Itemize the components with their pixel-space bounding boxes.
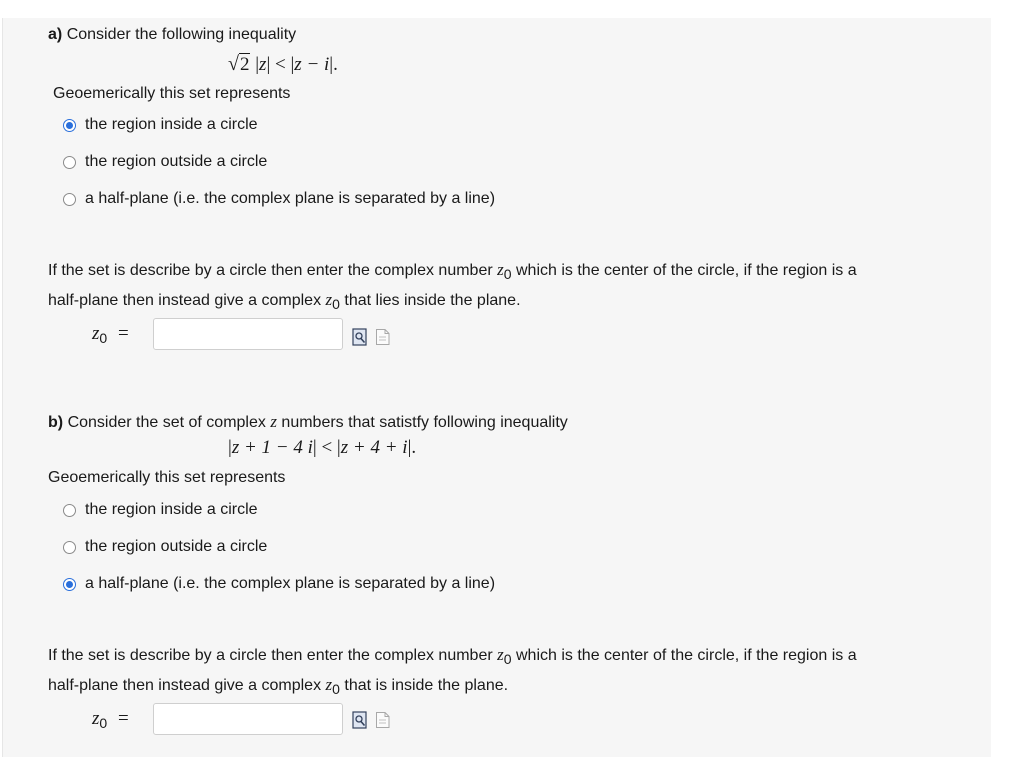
z-symbol: z [270,412,277,431]
z-symbol: z [497,645,504,664]
radio-button[interactable] [63,504,76,517]
option-label: the region outside a circle [85,153,268,170]
instruction-text: half-plane then instead give a complex [48,292,322,309]
z-sub: 0 [332,681,340,697]
z-sub: 0 [332,296,340,312]
z-symbol: z [92,708,100,729]
preview-icon[interactable] [352,711,368,729]
instruction-text: which is the center of the circle, if the region is a [516,647,857,664]
radio-button-selected[interactable] [63,578,76,591]
radio-button[interactable] [63,156,76,169]
instruction-text: half-plane then instead give a complex [48,677,322,694]
lhs-expr: z + 1 − 4 i [231,437,313,458]
part-b-instruction-line2 [48,675,508,696]
abs-bar: | [329,54,334,75]
part-b-inequality [228,437,416,459]
z-sub: 0 [99,715,108,731]
period: . [411,437,417,458]
inequality-op: < [275,54,286,75]
equals-sign: = [117,708,129,729]
part-a-option-half-plane[interactable] [63,189,495,209]
part-b-prompt: Geoemerically this set represents [48,469,286,486]
z-symbol: z [325,290,333,309]
option-label: a half-plane (i.e. the complex plane is separated by a line) [85,190,496,207]
part-b-option-inside[interactable] [63,500,258,520]
z-symbol: z [497,260,504,279]
z-sub: 0 [503,651,512,667]
radio-button-selected[interactable] [63,119,76,132]
option-label: the region inside a circle [85,116,258,133]
part-b-instruction-line1 [48,645,857,666]
part-a-inequality [228,53,338,76]
option-label: the region inside a circle [85,501,258,518]
option-label: the region outside a circle [85,538,268,555]
abs-bar: | [336,437,341,458]
option-label: a half-plane (i.e. the complex plane is separated by a line) [85,575,496,592]
intro-text: Consider the set of complex [67,414,266,431]
abs-bar: | [290,54,295,75]
part-a-prompt: Geoemerically this set represents [53,85,291,102]
part-a-intro-text: Consider the following inequality [66,26,297,43]
z0-inline [325,675,340,697]
part-a-option-outside[interactable] [63,152,267,172]
instruction-text: If the set is describe by a circle then enter the complex number [48,262,493,279]
instruction-text: If the set is describe by a circle then enter the complex number [48,647,493,664]
part-a-answer-label [92,323,129,345]
part-b-answer-label [92,708,129,730]
part-a-label: a) [48,26,63,43]
part-a-instruction-line1 [48,260,857,281]
z0-inline [497,260,512,282]
z-symbol: z [92,323,100,344]
part-b-option-half-plane[interactable] [63,574,495,594]
instruction-text: which is the center of the circle, if the region is a [516,262,857,279]
z-sub: 0 [99,330,108,346]
radio-button[interactable] [63,541,76,554]
intro-text: numbers that satistfy following inequality [281,414,568,431]
equals-sign: = [117,323,129,344]
help-document-icon[interactable] [375,711,391,729]
abs-bar: | [312,437,317,458]
z-sub: 0 [503,266,512,282]
z0-inline [497,645,512,667]
part-a-instruction-line2 [48,290,521,311]
rhs-expr: z − i [294,54,330,75]
part-b-option-outside[interactable] [63,537,267,557]
sqrt-symbol: √ [228,53,239,75]
part-b-label: b) [48,414,64,431]
z0-inline [325,290,340,312]
part-a-answer-input[interactable] [153,318,343,350]
rhs-expr: z + 4 + i [340,437,408,458]
instruction-text: that is inside the plane. [344,677,509,694]
instruction-text: that lies inside the plane. [344,292,521,309]
part-b-intro [48,412,568,433]
abs-bar: | [255,54,260,75]
abs-bar: | [228,437,232,458]
inequality-op: < [321,437,333,458]
preview-icon[interactable] [352,328,368,346]
radio-button[interactable] [63,193,76,206]
part-b-answer-input[interactable] [153,703,343,735]
z-symbol: z [325,675,333,694]
part-a-option-inside[interactable] [63,115,258,135]
abs-bar: | [266,54,271,75]
sqrt-arg: 2 [239,54,250,75]
help-document-icon[interactable] [375,328,391,346]
abs-bar: | [407,437,412,458]
part-a-intro [48,25,296,45]
period: . [333,54,338,75]
lhs-var: z [259,54,267,75]
